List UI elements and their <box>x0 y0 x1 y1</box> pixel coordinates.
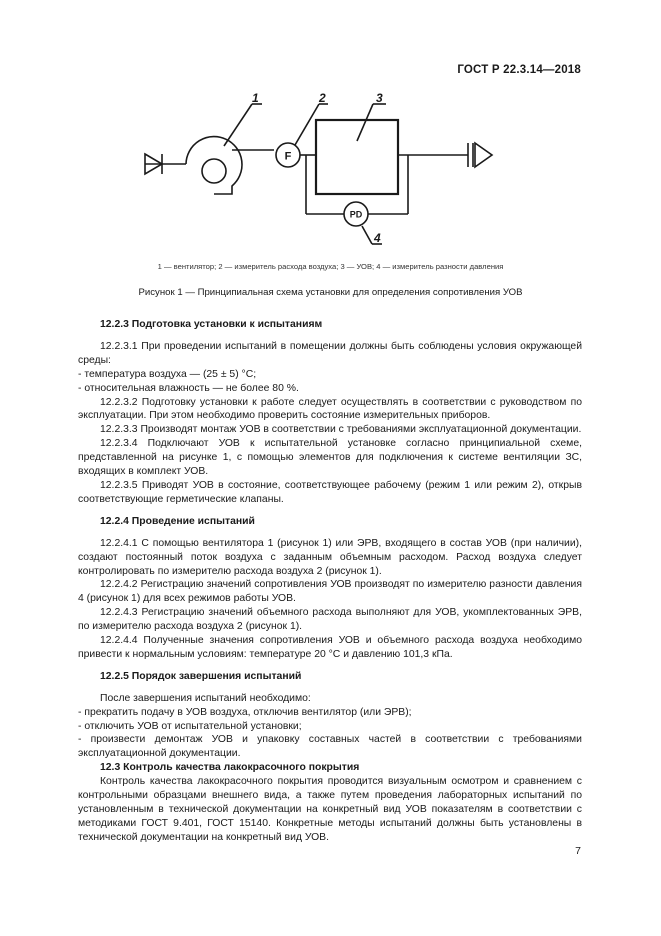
figure-caption: Рисунок 1 — Принципиальная схема установки для определения сопротивления УОВ <box>138 287 523 298</box>
page-number: 7 <box>575 845 581 857</box>
callout-label-1: 1 <box>252 91 259 105</box>
list-item: - температура воздуха — (25 ± 5) °С; <box>78 368 582 382</box>
paragraph: 12.2.3.3 Производят монтаж УОВ в соответствии с требованиями эксплуатационной документации. <box>100 424 582 436</box>
section-heading-12-2-4: 12.2.4 Проведение испытаний <box>100 515 255 527</box>
callout-label-2: 2 <box>319 91 326 105</box>
list-item: - произвести демонтаж УОВ и упаковку составных частей в соответствии с требованиями эксплуатационной документации. <box>78 733 582 761</box>
list-item: - относительная влажность — не более 80 %. <box>78 382 582 396</box>
callout-label-3: 3 <box>376 91 383 105</box>
document-header: ГОСТ Р 22.3.14—2018 <box>457 64 581 76</box>
callout-label-4: 4 <box>374 231 381 245</box>
figure-legend: 1 — вентилятор; 2 — измеритель расхода воздуха; 3 — УОВ; 4 — измеритель разности давления <box>157 262 504 271</box>
pressure-diff-symbol: PD <box>349 209 363 220</box>
paragraph: После завершения испытаний необходимо: <box>100 692 311 704</box>
paragraph: 12.2.4.3 Регистрацию значений объемного расхода выполняют для УОВ, укомплектованных ЭРВ, по измерителю расхода воздуха 2 (рисунок 1). <box>78 607 582 633</box>
paragraph: 12.2.3.5 Приводят УОВ в состояние, соответствующее рабочему (режим 1 или режим 2), открыв соответствующие герметические клапаны. <box>78 479 582 505</box>
list-item: - отключить УОВ от испытательной установки; <box>78 720 582 734</box>
schematic-diagram <box>0 0 661 260</box>
section-heading-12-3: 12.3 Контроль качества лакокрасочного покрытия <box>100 762 360 774</box>
paragraph: 12.2.4.1 С помощью вентилятора 1 (рисунок 1) или ЭРВ, входящего в состав УОВ (при наличии), создают постоянный поток воздуха с заданным объемным расходом. Расход воздуха следует контролировать по измерителю расхода воздуха 2 (рисунок 1). <box>78 537 582 577</box>
paragraph: 12.2.3.1 При проведении испытаний в помещении должны быть соблюдены условия окружающей среды: <box>78 340 582 366</box>
list-item: - прекратить подачу в УОВ воздуха, отключив вентилятор (или ЭРВ); <box>78 706 582 720</box>
inlet-valve-icon <box>145 154 162 174</box>
paragraph: 12.2.3.2 Подготовку установки к работе следует осуществлять в соответствии с руководством по эксплуатации. При этом необходимо проверить состояние измерительных приборов. <box>78 396 582 422</box>
fan-icon <box>186 137 242 194</box>
flow-meter-symbol: F <box>284 150 292 163</box>
main-text <box>78 318 582 845</box>
paragraph: Контроль качества лакокрасочного покрытия проводится визуальным осмотром и сравнением с контрольными образцами внешнего вида, а также путем проведения лабораторных испытаний по установленным в технической документации на конкретный вид УОВ показателям в соответствии с методиками ГОСТ 9.401, ГОСТ 15140. Конкретные методы испытаний должны быть установлены в технической документации на конкретный вид УОВ. <box>78 776 582 843</box>
paragraph: 12.2.3.4 Подключают УОВ к испытательной установке согласно принципиальной схеме, представленной на рисунке 1, с помощью элементов для подключения к системе вентиляции ЗС, входящих в комплект УОВ. <box>78 438 582 478</box>
section-heading-12-2-3: 12.2.3 Подготовка установки к испытаниям <box>100 319 323 330</box>
outlet-valve-icon <box>468 143 492 167</box>
uov-box <box>316 120 398 194</box>
section-heading-12-2-5: 12.2.5 Порядок завершения испытаний <box>100 670 302 682</box>
paragraph: 12.2.4.2 Регистрацию значений сопротивления УОВ производят по измерителю разности давления 4 (рисунок 1) для всех режимов работы УОВ. <box>78 579 582 605</box>
paragraph: 12.2.4.4 Полученные значения сопротивления УОВ и объемного расхода воздуха необходимо привести к нормальным условиям: температуре 20 °С и давлению 101,3 кПа. <box>78 635 582 660</box>
